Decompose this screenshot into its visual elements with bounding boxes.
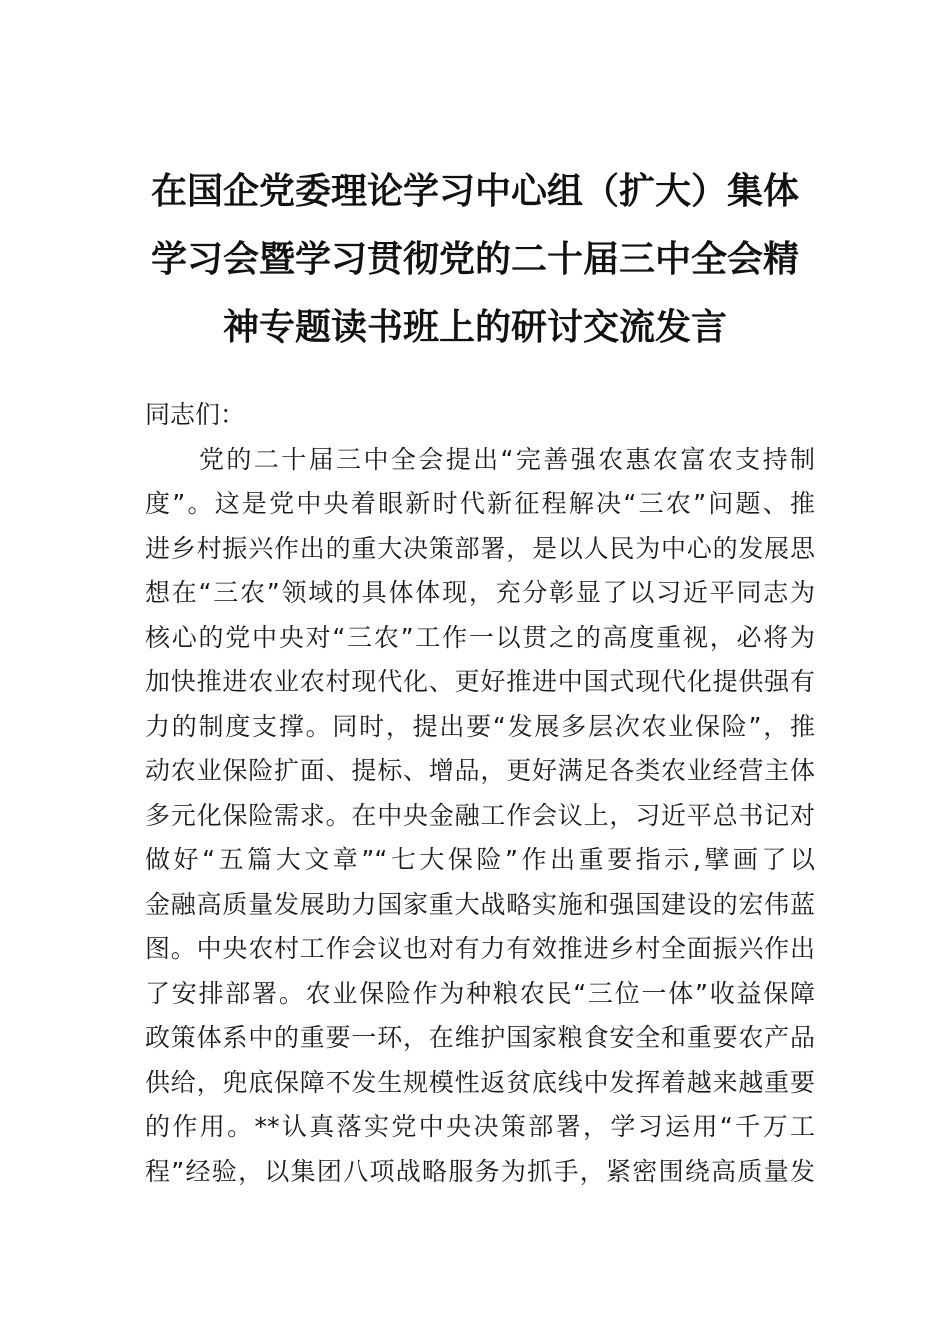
salutation: 同志们：	[145, 400, 246, 429]
paragraph-line: 政策体系中的重要一环，在维护国家粮食安全和重要农产品	[145, 1023, 815, 1052]
paragraph-line: 多元化保险需求。在中央金融工作会议上，习近平总书记对	[145, 800, 815, 830]
paragraph-line: 图。中央农村工作会议也对有力有效推进乡村全面振兴作出	[145, 934, 815, 963]
paragraph-line: 了安排部署。农业保险作为种粮农民“三位一体”收益保障	[145, 978, 815, 1008]
document-title	[120, 157, 830, 361]
title-line-2: 学习会暨学习贯彻党的二十届三中全会精	[150, 238, 799, 280]
paragraph-line: 做好“五篇大文章”“七大保险”作出重要指示,擘画了以	[145, 845, 815, 874]
paragraph-line: 核心的党中央对“三农”工作一以贯之的高度重视，必将为	[145, 622, 815, 652]
paragraph-line: 动农业保险扩面、提标、增品，更好满足各类农业经营主体	[145, 756, 815, 785]
paragraph-line: 度”。这是党中央着眼新时代新征程解决“三农”问题、推	[145, 489, 815, 518]
paragraph-line: 金融高质量发展助力国家重大战略实施和强国建设的宏伟蓝	[145, 889, 815, 919]
paragraph-line: 进乡村振兴作出的重大决策部署，是以人民为中心的发展思	[145, 533, 815, 563]
paragraph-line: 力的制度支撑。同时，提出要“发展多层次农业保险”，推	[145, 711, 815, 741]
title-line-1: 在国企党委理论学习中心组（扩大）集体	[150, 170, 799, 212]
document-body	[145, 393, 815, 1194]
title-line-3: 神专题读书班上的研讨交流发言	[222, 306, 727, 348]
paragraph-line: 想在“三农”领域的具体体现，充分彰显了以习近平同志为	[145, 578, 815, 607]
paragraph-line: 供给，兜底保障不发生规模性返贫底线中发挥着越来越重要	[145, 1067, 815, 1097]
paragraph-line: 党的二十届三中全会提出“完善强农惠农富农支持制	[199, 444, 815, 474]
paragraph-line: 加快推进农业农村现代化、更好推进中国式现代化提供强有	[145, 667, 815, 696]
paragraph-line: 的作用。**认真落实党中央决策部署，学习运用“千万工	[145, 1112, 815, 1141]
paragraph-line: 程”经验，以集团八项战略服务为抓手，紧密围绕高质量发	[145, 1156, 815, 1186]
